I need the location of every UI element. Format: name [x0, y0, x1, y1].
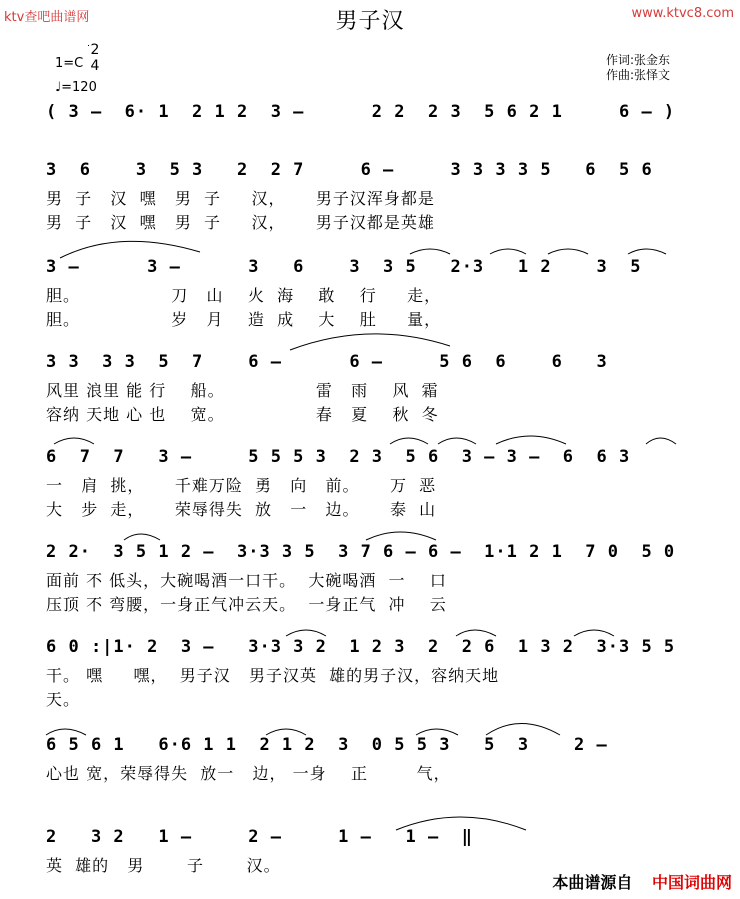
notes-line: 2 2· 3 5 1 2 – 3·3 3 5 3 7 6 – 6 – 1·1 2 1 7 0 5 0 [46, 542, 676, 562]
notes-line: 3 6 3 5 3 2 2 7 6 – 3 3 3 3 5 6 5 6 [46, 160, 653, 180]
lyric-line-1: 男 子 汉 嘿 男 子 汉， 男子汉浑身都是 [46, 189, 435, 208]
footer-source: 本曲谱源自 [552, 873, 633, 892]
lyric-line-2: 男 子 汉 嘿 男 子 汉， 男子汉都是英雄 [46, 213, 435, 232]
lyric-line-2: 压顶 不 弯腰，一身正气冲云天。 一身正气 冲 云 [46, 595, 447, 614]
lyric-line-2: 大 步 走， 荣辱得失 放 一 边。 泰 山 [46, 500, 437, 519]
lyric-line-1: 风里 浪里 能 行 船。 雷 雨 风 霜 [46, 381, 439, 400]
lyric-line-1: 英 雄的 男 子 汉。 [46, 856, 281, 875]
lyric-line-1: 胆。 刀 山 火 海 敢 行 走， [46, 286, 442, 305]
notes-line: 6 0 :|1· 2 3 – 3·3 3 2 1 2 3 2 2 6 1 3 2 3·3 5 5 [46, 637, 676, 657]
notes-line: 2 3 2 1 – 2 – 1 – 1 – ‖ [46, 827, 473, 847]
composer: 作曲:张怿文 [606, 68, 671, 82]
watermark-right: www.ktvc8.com [631, 6, 734, 21]
watermark-left: ktv查吧曲谱网 [4, 10, 90, 25]
time-top: 2 [90, 42, 100, 58]
footer [552, 870, 732, 893]
lyric-line-1: 面前 不 低头，大碗喝酒一口干。 大碗喝酒 一 口 [46, 571, 447, 590]
lyric-line-2: 胆。 岁 月 造 成 大 肚 量， [46, 310, 442, 329]
footer-site-link[interactable]: 中国词曲网 [651, 873, 732, 892]
lyric-line-1: 一 肩 挑， 千难万险 勇 向 前。 万 恶 [46, 476, 437, 495]
notes-line: 6 7 7 3 – 5 5 5 3 2 3 5 6 3 – 3 – 6 6 3 [46, 447, 631, 467]
key-signature: 1=C [55, 56, 84, 71]
notes-line: 3 – 3 – 3 6 3 3 5 2·3 1 2 3 5 [46, 257, 642, 277]
notes-line: 3 3 3 3 5 7 6 – 6 – 5 6 6 6 3 [46, 352, 608, 372]
lyric-line-1: 心也 宽，荣辱得失 放一 边， 一身 正 气， [46, 764, 451, 783]
notes-line: ( 3 – 6· 1 2 1 2 3 – 2 2 2 3 5 6 2 1 6 – ) [46, 102, 676, 122]
time-bottom: 4 [90, 58, 100, 74]
song-title: 男子汉 [335, 9, 405, 34]
credits [606, 53, 670, 83]
lyric-line-2: 容纳 天地 心 也 宽。 春 夏 秋 冬 [46, 405, 439, 424]
lyric-line-1: 干。 嘿 嘿， 男子汉 男子汉英 雄的男子汉，容纳天地 [46, 666, 500, 685]
lyricist: 作词:张金东 [606, 53, 671, 67]
lyric-line-2: 天。 [46, 690, 81, 709]
tempo-mark: ♩=120 [55, 80, 97, 95]
notes-line: 6 5 6 1 6·6 1 1 2 1 2 3 0 5 5 3 5 3 2 – [46, 735, 608, 755]
time-signature [88, 42, 102, 74]
